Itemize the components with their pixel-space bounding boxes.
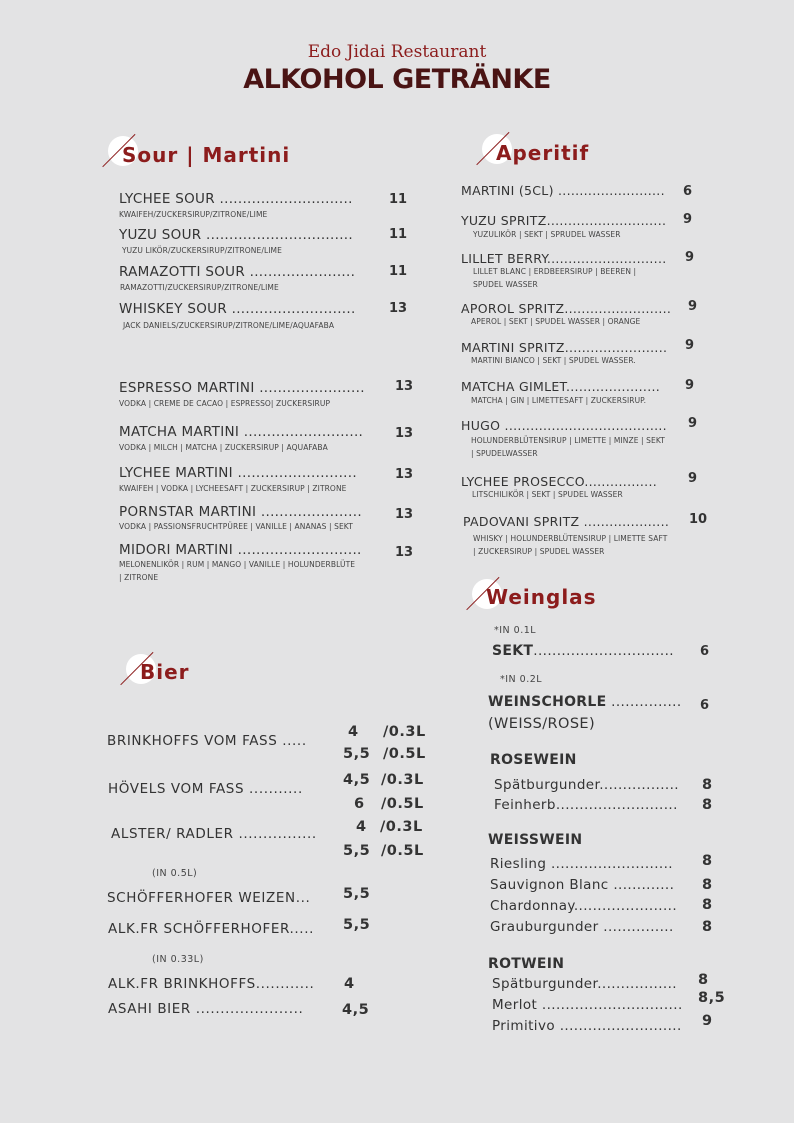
menu-item [461, 250, 667, 268]
menu-item [119, 503, 362, 521]
beer-price: 4 [344, 976, 355, 992]
wine-price: 8 [702, 919, 713, 935]
item-dots: ...................... [256, 504, 362, 520]
menu-item [461, 182, 665, 200]
item-dots: ............................. [214, 191, 353, 207]
menu-item [119, 263, 355, 281]
item-dots: ........................ [564, 340, 668, 355]
section-title-sour-martini: Sour | Martini [122, 143, 291, 167]
beer-price: 4 [348, 724, 359, 740]
beer-price: 5,5 [343, 917, 371, 933]
wine-price: 8 [702, 797, 713, 813]
item-dots: ................................ [201, 227, 353, 243]
item-dots: .................... [579, 514, 670, 529]
item-price: 10 [689, 512, 708, 527]
wine-price: 8 [702, 877, 713, 893]
item-name: LYCHEE SOUR [119, 191, 215, 207]
wine-price: 8 [702, 777, 713, 793]
item-price: 13 [395, 379, 414, 394]
wine-name: Sauvignon Blanc ............. [490, 877, 675, 893]
item-price: 11 [389, 192, 408, 207]
beer-name: HÖVELS VOM FASS ........... [108, 781, 303, 797]
item-name: LYCHEE MARTINI [119, 465, 233, 481]
menu-item [119, 226, 353, 244]
beer-price: 4 [356, 819, 367, 835]
item-name: PORNSTAR MARTINI [119, 504, 257, 520]
item-name: PADOVANI SPRITZ [463, 514, 580, 529]
wine-price: 9 [702, 1013, 713, 1029]
menu-item [119, 379, 365, 397]
menu-item [119, 300, 356, 318]
beer-price: 4,5 [342, 1002, 370, 1018]
item-price: 9 [688, 299, 698, 314]
item-dots: ...................................... [500, 418, 667, 433]
beer-size: /0.3L [380, 819, 423, 835]
item-price: 9 [688, 416, 698, 431]
item-dots: .............................. [533, 643, 674, 659]
item-dots: ....................... [245, 264, 356, 280]
item-name: RAMAZOTTI SOUR [119, 264, 246, 280]
item-dots: .......................... [239, 424, 364, 440]
item-name: MATCHA MARTINI [119, 424, 240, 440]
item-price: 6 [683, 184, 693, 199]
item-description: VODKA | MILCH | MATCHA | ZUCKERSIRUP | AQUAFABA [119, 443, 328, 452]
wine-name: Grauburgunder ............... [490, 919, 674, 935]
item-price: 9 [683, 212, 693, 227]
item-description: RAMAZOTTI/ZUCKERSIRUP/ZITRONE/LIME [120, 283, 279, 292]
wine-name: Spätburgunder................. [494, 777, 679, 793]
wine-price: 8 [702, 897, 713, 913]
item-description-cont: SPUDEL WASSER [473, 280, 538, 289]
menu-item [463, 513, 669, 531]
restaurant-name: Edo Jidai Restaurant [307, 42, 487, 62]
item-description: YUZU LIKÖR/ZUCKERSIRUP/ZITRONE/LIME [122, 246, 282, 255]
item-name: SEKT [492, 643, 534, 659]
beer-name: ALK.FR SCHÖFFERHOFER..... [108, 921, 314, 937]
item-name: ESPRESSO MARTINI [119, 380, 255, 396]
size-note: *IN 0.1L [494, 625, 537, 636]
item-name: APOROL SPRITZ [461, 301, 565, 316]
item-price: 11 [389, 264, 408, 279]
item-description: VODKA | CREME DE CACAO | ESPRESSO| ZUCKERSIRUP [119, 399, 331, 408]
item-description: APEROL | SEKT | SPUDEL WASSER | ORANGE [471, 317, 641, 326]
size-note: (IN 0.5L) [152, 868, 198, 879]
item-description-cont: | ZUCKERSIRUP | SPUDEL WASSER [473, 547, 605, 556]
item-description-cont: | SPUDELWASSER [471, 449, 538, 458]
item-price: 13 [395, 545, 414, 560]
item-dots: ........................... [233, 542, 362, 558]
beer-size: /0.3L [381, 772, 424, 788]
item-price: 6 [700, 644, 710, 659]
wine-price: 8 [698, 972, 709, 988]
menu-item [461, 417, 667, 435]
item-price: 13 [395, 507, 414, 522]
item-name: MARTINI (5CL) [461, 183, 554, 198]
item-name: MIDORI MARTINI [119, 542, 234, 558]
item-description: MARTINI BIANCO | SEKT | SPUDEL WASSER. [471, 356, 636, 365]
beer-name: ALSTER/ RADLER ................ [111, 826, 317, 842]
wine-category-rotwein: ROTWEIN [488, 956, 565, 972]
menu-item [119, 423, 363, 441]
item-name: MARTINI SPRITZ [461, 340, 565, 355]
item-name: HUGO [461, 418, 501, 433]
item-price: 11 [389, 227, 408, 242]
menu-item [461, 300, 671, 318]
item-price: 13 [395, 426, 414, 441]
wine-name: Feinherb.......................... [494, 797, 678, 813]
item-price: 6 [700, 698, 710, 713]
item-dots: ......................... [564, 301, 672, 316]
section-title-bier: Bier [140, 660, 190, 684]
wine-name: Chardonnay...................... [490, 898, 678, 914]
wine-price: 8,5 [698, 990, 726, 1006]
item-price: 9 [685, 378, 695, 393]
item-dots: ............................ [546, 251, 667, 266]
item-description: YUZULIKÖR | SEKT | SPRUDEL WASSER [473, 230, 621, 239]
item-dots: ...................... [566, 379, 661, 394]
menu-item [492, 642, 674, 660]
item-name: LYCHEE PROSECCO [461, 474, 585, 489]
item-name: MATCHA GIMLET [461, 379, 566, 394]
beer-size: /0.5L [381, 843, 424, 859]
beer-name: SCHÖFFERHOFER WEIZEN... [107, 890, 311, 906]
size-note: (IN 0.33L) [152, 954, 204, 965]
item-price: 13 [389, 301, 408, 316]
beer-price: 5,5 [343, 843, 371, 859]
item-description-cont: | ZITRONE [119, 573, 159, 582]
beer-name: ALK.FR BRINKHOFFS............ [108, 976, 315, 992]
item-description: KWAIFEH | VODKA | LYCHEESAFT | ZUCKERSIRUP | ZITRONE [119, 484, 347, 493]
item-description: MELONENLIKÖR | RUM | MANGO | VANILLE | HOLUNDERBLÜTE [119, 560, 356, 569]
item-name: YUZU SOUR [119, 227, 202, 243]
beer-price: 5,5 [343, 746, 371, 762]
beer-name: ASAHI BIER ...................... [108, 1001, 304, 1017]
item-dots: ............... [606, 694, 682, 710]
beer-size: /0.5L [381, 796, 424, 812]
item-description: WHISKY | HOLUNDERBLÜTENSIRUP | LIMETTE SAFT [473, 534, 668, 543]
beer-size: /0.5L [383, 746, 426, 762]
item-name: WEINSCHORLE [488, 694, 607, 710]
item-price: 9 [685, 338, 695, 353]
item-dots: .......................... [232, 465, 357, 481]
wine-category-weisswein: WEISSWEIN [488, 832, 583, 848]
item-price: 9 [688, 471, 698, 486]
item-description: (WEISS/ROSE) [488, 716, 596, 732]
wine-name: Riesling .......................... [490, 856, 673, 872]
item-dots: ............................ [546, 213, 667, 228]
item-description: MATCHA | GIN | LIMETTESAFT | ZUCKERSIRUP. [471, 396, 647, 405]
wine-name: Merlot .............................. [492, 997, 683, 1013]
item-description: LILLET BLANC | ERDBEERSIRUP | BEEREN | [473, 267, 637, 276]
beer-price: 6 [354, 796, 365, 812]
page-title: ALKOHOL GETRÄNKE [243, 64, 551, 95]
item-description: LITSCHILIKÖR | SEKT | SPUDEL WASSER [472, 490, 623, 499]
menu-item [119, 541, 362, 559]
beer-name: BRINKHOFFS VOM FASS ..... [107, 733, 307, 749]
item-description: HOLUNDERBLÜTENSIRUP | LIMETTE | MINZE | SEKT [471, 436, 665, 445]
menu-item [461, 339, 667, 357]
item-name: YUZU SPRITZ [461, 213, 547, 228]
size-note: *IN 0.2L [500, 674, 543, 685]
item-name: WHISKEY SOUR [119, 301, 228, 317]
section-title-aperitif: Aperitif [496, 141, 590, 165]
wine-price: 8 [702, 853, 713, 869]
item-price: 9 [685, 250, 695, 265]
wine-category-rosewein: ROSEWEIN [490, 752, 577, 768]
menu-item [119, 464, 357, 482]
beer-size: /0.3L [383, 724, 426, 740]
item-dots: ........................... [227, 301, 356, 317]
menu-item [461, 212, 666, 230]
section-title-weinglas: Weinglas [486, 585, 597, 609]
item-dots: ................. [584, 474, 657, 489]
menu-item [488, 693, 682, 711]
menu-item [119, 190, 353, 208]
item-price: 13 [395, 467, 414, 482]
item-dots: ....................... [254, 380, 365, 396]
beer-price: 5,5 [343, 886, 371, 902]
item-description: JACK DANIELS/ZUCKERSIRUP/ZITRONE/LIME/AQUAFABA [123, 321, 335, 330]
beer-price: 4,5 [343, 772, 371, 788]
menu-item [461, 378, 660, 396]
menu-item [461, 473, 657, 491]
item-dots: ......................... [553, 183, 665, 198]
wine-name: Spätburgunder................. [492, 976, 677, 992]
item-description: KWAIFEH/ZUCKERSIRUP/ZITRONE/LIME [119, 210, 268, 219]
item-description: VODKA | PASSIONSFRUCHTPÜREE | VANILLE | ANANAS | SEKT [119, 522, 353, 531]
wine-name: Primitivo .......................... [492, 1018, 682, 1034]
item-name: LILLET BERRY [461, 251, 547, 266]
